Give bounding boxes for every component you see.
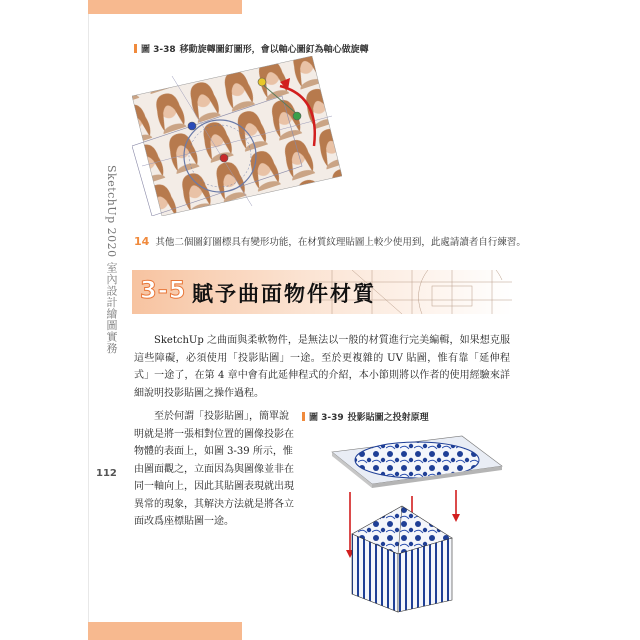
pin-icon-red — [220, 154, 228, 162]
side-paragraph: 至於何謂「投影貼圖」，簡單說明就是將一張相對位置的圖像投影在物體的表面上，如圖 3-39 所示，惟由圖面觀之，立面因為與圖像並非在同一軸向上，因此其貼圖表現就出現異常的現象，其解決方法就是將各立面改爲座標貼圖一途。 — [134, 411, 294, 527]
section-title: 賦予曲面物件材質 — [192, 282, 376, 306]
book-side-title: SketchUp 2020 室內設計繪圖實務 — [105, 165, 118, 354]
figure-3-38-caption — [134, 42, 369, 55]
page-edge-tab-top — [88, 0, 242, 14]
pin-icon-green — [293, 112, 301, 120]
figure-label: 圖 3-39 — [309, 413, 344, 423]
note-text: 其他二個圖釘圖標具有變形功能，在材質紋理貼圖上較少使用到，此處請讀者自行練習。 — [155, 237, 526, 248]
figure-caption-text: 移動旋轉圖釘圖形，會以軸心圖釘為軸心做旋轉 — [179, 45, 369, 55]
body-paragraph: SketchUp 之曲面與柔軟物件，是無法以一般的材質進行完美編輯，如果想克服這些障礙，必須使用「投影貼圖」一途。至於更複雜的 UV 貼圖，惟有靠「延伸程式」一途了，在第 4 章中會有此延伸程式的介紹，本小節則將以作者的使用經驗來詳細說明投影貼圖之操作過程。 — [134, 335, 510, 399]
figure-caption-text: 投影貼圖之投射原理 — [347, 413, 429, 423]
note-number: 14 — [134, 234, 150, 248]
section-number: 3-5 — [140, 276, 187, 304]
margin-rule — [88, 14, 89, 622]
note-14 — [134, 234, 526, 248]
pin-icon-yellow — [258, 78, 266, 86]
pin-icon-blue — [188, 122, 196, 130]
caption-accent-bar — [134, 44, 137, 53]
section-header — [132, 270, 512, 314]
page-number: 112 — [96, 468, 117, 479]
caption-accent-bar — [302, 412, 305, 421]
figure-3-38-image — [132, 56, 342, 216]
page-edge-tab-bottom — [88, 622, 242, 640]
figure-label: 圖 3-38 — [141, 45, 176, 55]
figure-3-39-image — [302, 422, 512, 622]
